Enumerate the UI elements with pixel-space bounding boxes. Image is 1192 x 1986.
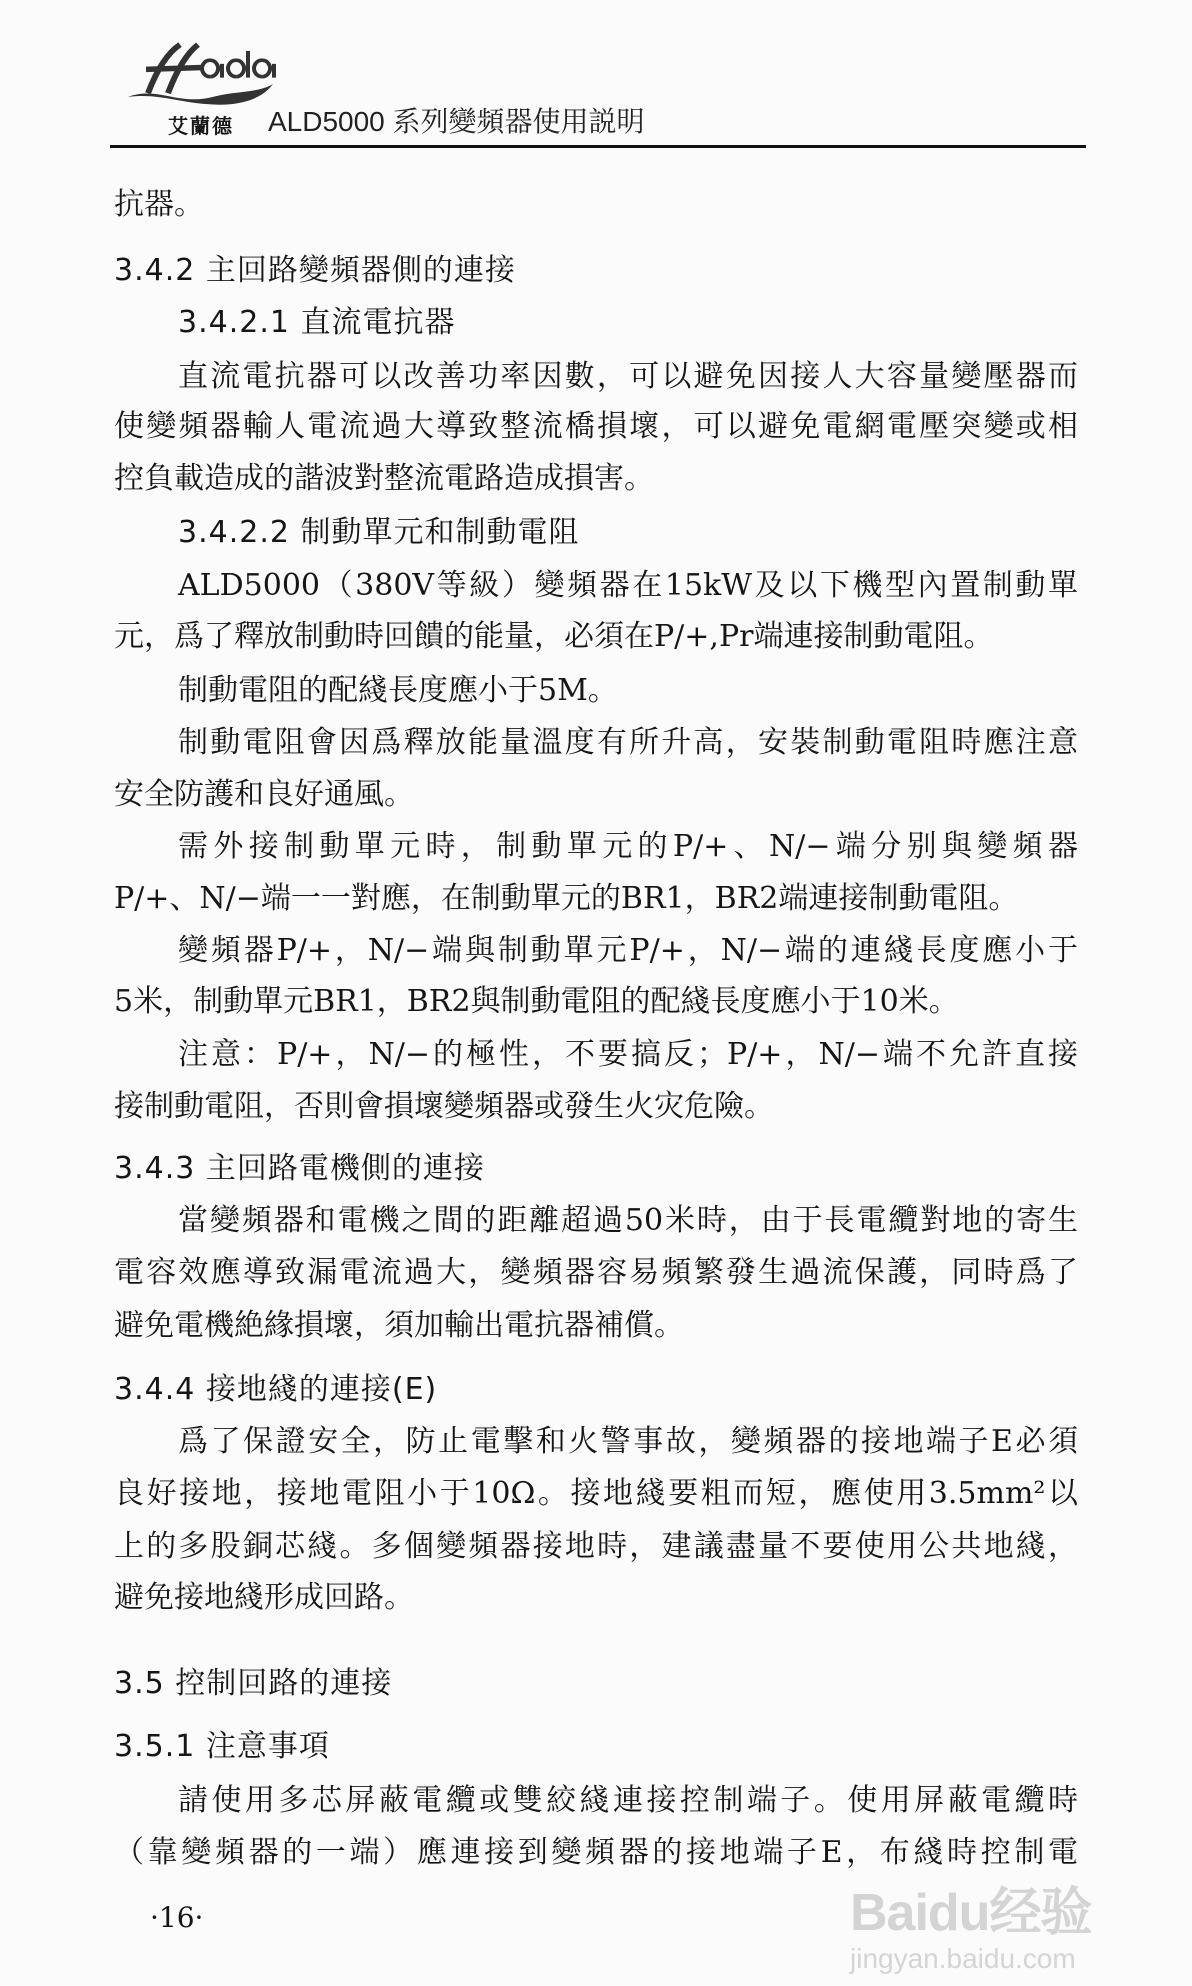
paragraph-line: 爲了保證安全，防止電擊和火警事故，變頻器的接地端子E必須 <box>178 1424 1078 1459</box>
paragraph-line: 使變頻器輸人電流過大導致整流橋損壞，可以避免電網電壓突變或相 <box>114 409 1078 444</box>
paragraph-line: 變頻器P/+，N/−端與制動單元P/+，N/−端的連綫長度應小于 <box>178 933 1078 968</box>
section-heading-3-4-3: 3.4.3 主回路電機側的連接 <box>114 1151 485 1186</box>
paragraph-line: 控負載造成的諧波對整流電路造成損害。 <box>114 461 654 496</box>
paragraph-line: 良好接地，接地電阻小于10Ω。接地綫要粗而短，應使用3.5mm²以 <box>114 1476 1078 1511</box>
continued-text: 抗器。 <box>114 187 204 222</box>
paragraph-line: 接制動電阻，否則會損壞變頻器或發生火灾危險。 <box>114 1089 774 1124</box>
section-heading-3-4-2-2: 3.4.2.2 制動單元和制動電阻 <box>178 515 580 550</box>
paragraph-line: 避免電機絶緣損壞，須加輸出電抗器補償。 <box>114 1308 684 1343</box>
section-heading-3-5-1: 3.5.1 注意事項 <box>114 1729 330 1764</box>
paragraph-line: 元，爲了釋放制動時回饋的能量，必須在P/+,Pr端連接制動電阻。 <box>114 619 994 654</box>
paragraph-line: 需外接制動單元時，制動單元的P/+、N/−端分别與變頻器 <box>178 829 1078 864</box>
paragraph-line: 安全防護和良好通風。 <box>114 777 414 812</box>
watermark-url: jingyan.baidu.com <box>850 1943 1076 1974</box>
paragraph-line: 直流電抗器可以改善功率因數，可以避免因接人大容量變壓器而 <box>178 359 1078 394</box>
page-number: ·16· <box>150 1901 204 1934</box>
paragraph-line: 注意：P/+，N/−的極性，不要搞反；P/+，N/−端不允許直接 <box>178 1037 1078 1072</box>
paragraph-line: （靠變頻器的一端）應連接到變頻器的接地端子E，布綫時控制電 <box>114 1835 1078 1870</box>
paragraph-line: P/+、N/−端一一對應，在制動單元的BR1，BR2端連接制動電阻。 <box>114 881 1019 916</box>
paragraph-line: ALD5000（380V等級）變頻器在15kW及以下機型內置制動單 <box>178 568 1078 603</box>
alada-logo <box>118 40 278 106</box>
paragraph-line: 當變頻器和電機之間的距離超過50米時，由于長電纜對地的寄生 <box>178 1203 1078 1238</box>
section-heading-3-4-4: 3.4.4 接地綫的連接(E) <box>114 1372 438 1407</box>
paragraph-line: 制動電阻會因爲釋放能量溫度有所升高，安裝制動電阻時應注意 <box>178 725 1078 760</box>
paragraph-line: 5米，制動單元BR1，BR2與制動電阻的配綫長度應小于10米。 <box>114 984 959 1019</box>
section-heading-3-4-2: 3.4.2 主回路變頻器側的連接 <box>114 253 516 288</box>
section-heading-3-5: 3.5 控制回路的連接 <box>114 1666 393 1701</box>
brand-chinese-name: 艾蘭德 <box>168 114 234 138</box>
section-heading-3-4-2-1: 3.4.2.1 直流電抗器 <box>178 305 456 340</box>
paragraph-line: 上的多股銅芯綫。多個變頻器接地時，建議盡量不要使用公共地綫， <box>114 1529 1078 1564</box>
paragraph-line: 請使用多芯屏蔽電纜或雙絞綫連接控制端子。使用屏蔽電纜時 <box>178 1783 1078 1818</box>
paragraph-line: 避免接地綫形成回路。 <box>114 1580 414 1615</box>
paragraph-line: 電容效應導致漏電流過大，變頻器容易頻繁發生過流保護，同時爲了 <box>114 1255 1078 1290</box>
baidu-watermark <box>850 1884 1091 1976</box>
header-rule <box>110 145 1086 148</box>
paragraph-line: 制動電阻的配綫長度應小于5M。 <box>178 673 618 708</box>
document-title: ALD5000 系列變頻器使用説明 <box>268 106 645 137</box>
watermark-brand: Baidu经验 <box>850 1884 1092 1942</box>
